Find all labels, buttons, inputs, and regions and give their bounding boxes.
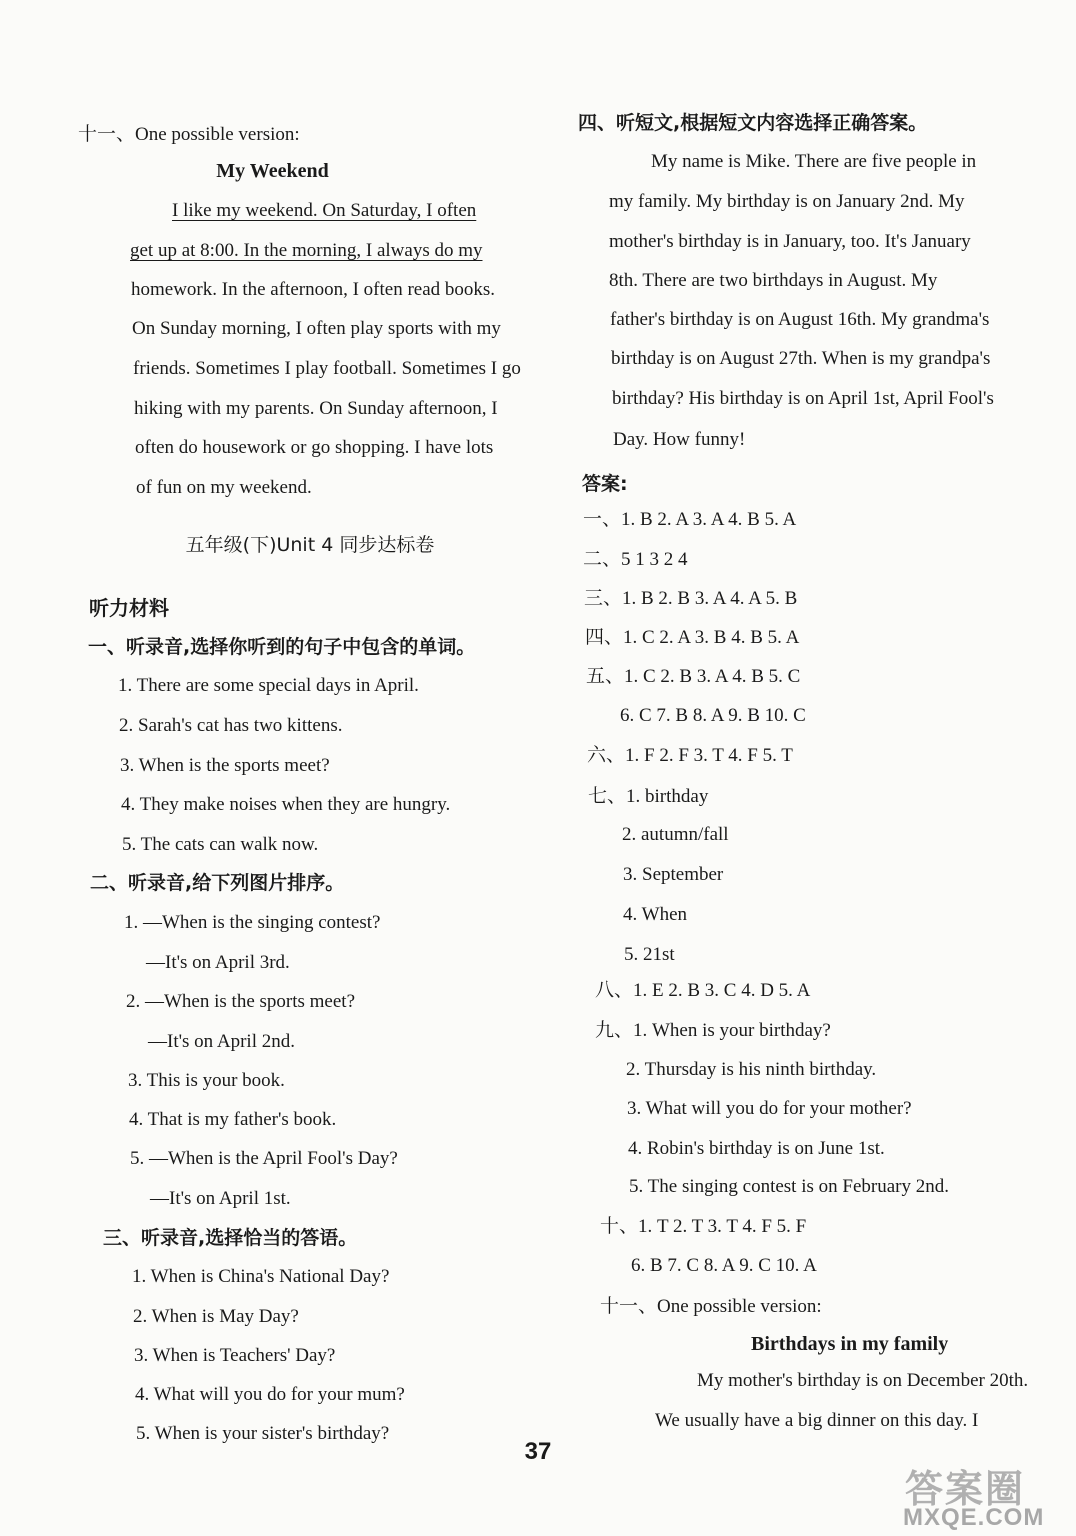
answer-line: 2. Thursday is his ninth birthday. <box>626 1059 877 1080</box>
list-item: —It's on April 2nd. <box>148 1031 295 1052</box>
list-item: 3. This is your book. <box>128 1070 285 1091</box>
answer-line: 4. Robin's birthday is on June 1st. <box>628 1138 885 1159</box>
answer-line: 九、1. When is your birthday? <box>595 1020 831 1041</box>
part3-heading: 三、听录音,选择恰当的答语。 <box>103 1227 358 1249</box>
answer-line: 5. The singing contest is on February 2nd. <box>629 1176 949 1197</box>
list-item: 3. When is the sports meet? <box>120 755 330 776</box>
passage-line: mother's birthday is in January, too. It's January <box>609 231 971 252</box>
part1-heading: 一、听录音,选择你听到的句子中包含的单词。 <box>88 636 476 658</box>
answer-line: 3. What will you do for your mother? <box>627 1098 912 1119</box>
answer-line: 十、1. T 2. T 3. T 4. F 5. F <box>600 1216 807 1237</box>
passage-line: father's birthday is on August 16th. My grandma's <box>610 309 990 330</box>
passage-line: 8th. There are two birthdays in August. My <box>609 270 938 291</box>
list-item: 5. When is your sister's birthday? <box>136 1423 390 1444</box>
list-item: 3. When is Teachers' Day? <box>134 1345 336 1366</box>
answer-line: 2. autumn/fall <box>622 824 729 845</box>
answer-line: 一、1. B 2. A 3. A 4. B 5. A <box>583 509 797 530</box>
essay-line: friends. Sometimes I play football. Sometimes I go <box>133 358 521 379</box>
answer-line: 五、1. C 2. B 3. A 4. B 5. C <box>586 666 801 687</box>
answer-line: 七、1. birthday <box>588 786 709 807</box>
essay-line: often do housework or go shopping. I have lots <box>135 437 494 458</box>
answer-line: 4. When <box>623 904 688 925</box>
part4-heading: 四、听短文,根据短文内容选择正确答案。 <box>578 112 928 134</box>
list-item: 2. When is May Day? <box>133 1306 299 1327</box>
list-item: 4. They make noises when they are hungry. <box>121 794 451 815</box>
answer-line: 三、1. B 2. B 3. A 4. A 5. B <box>584 588 798 609</box>
part2-heading: 二、听录音,给下列图片排序。 <box>90 872 345 894</box>
answers-title: 答案: <box>582 473 628 495</box>
essay-line: I like my weekend. On Saturday, I often <box>172 200 477 221</box>
answer-line: 十一、One possible version: <box>600 1296 822 1317</box>
essay2-line: We usually have a big dinner on this day. I <box>655 1410 979 1431</box>
listening-title: 听力材料 <box>89 596 169 620</box>
list-item: 2. Sarah's cat has two kittens. <box>119 715 343 736</box>
list-item: 2. —When is the sports meet? <box>126 991 356 1012</box>
watermark-bottom-text: MXQE.COM <box>903 1504 1045 1531</box>
list-item: 1. When is China's National Day? <box>132 1266 390 1287</box>
page-number: 37 <box>524 1438 552 1465</box>
essay-line: hiking with my parents. On Sunday afternoon, I <box>134 398 498 419</box>
list-item: 5. The cats can walk now. <box>122 834 319 855</box>
essay2-title: Birthdays in my family <box>751 1333 949 1355</box>
watermark-top-text: 答案圈 <box>905 1467 1026 1511</box>
passage-line: my family. My birthday is on January 2nd. My <box>609 191 965 212</box>
list-item: —It's on April 3rd. <box>146 952 290 973</box>
list-item: 4. That is my father's book. <box>129 1109 337 1130</box>
answer-line: 八、1. E 2. B 3. C 4. D 5. A <box>595 980 811 1001</box>
section-11-heading: 十一、One possible version: <box>78 124 300 145</box>
answer-line: 6. B 7. C 8. A 9. C 10. A <box>631 1255 817 1276</box>
essay-line: homework. In the afternoon, I often read books. <box>131 279 496 300</box>
answer-line: 5. 21st <box>624 944 675 965</box>
answer-line: 3. September <box>623 864 724 885</box>
list-item: 1. —When is the singing contest? <box>124 912 381 933</box>
essay-line: of fun on my weekend. <box>136 477 312 498</box>
passage-line: birthday? His birthday is on April 1st, April Fool's <box>612 388 994 409</box>
unit-title: 五年级(下)Unit 4 同步达标卷 <box>185 534 435 556</box>
list-item: 4. What will you do for your mum? <box>135 1384 405 1405</box>
list-item: 1. There are some special days in April. <box>118 675 419 696</box>
answer-line: 二、5 1 3 2 4 <box>583 549 688 570</box>
essay-line: On Sunday morning, I often play sports with my <box>132 318 501 339</box>
passage-line: My name is Mike. There are five people in <box>651 151 977 172</box>
essay-line: get up at 8:00. In the morning, I always do my <box>130 240 483 261</box>
answer-line: 四、1. C 2. A 3. B 4. B 5. A <box>585 627 800 648</box>
essay-title: My Weekend <box>216 160 329 182</box>
essay2-line: My mother's birthday is on December 20th. <box>697 1370 1029 1391</box>
passage-line: Day. How funny! <box>613 429 746 450</box>
watermark-logo <box>895 1458 1070 1532</box>
list-item: 5. —When is the April Fool's Day? <box>130 1148 398 1169</box>
list-item: —It's on April 1st. <box>150 1188 291 1209</box>
passage-line: birthday is on August 27th. When is my grandpa's <box>611 348 991 369</box>
answer-line: 六、1. F 2. F 3. T 4. F 5. T <box>587 745 793 766</box>
answer-line: 6. C 7. B 8. A 9. B 10. C <box>620 705 806 726</box>
